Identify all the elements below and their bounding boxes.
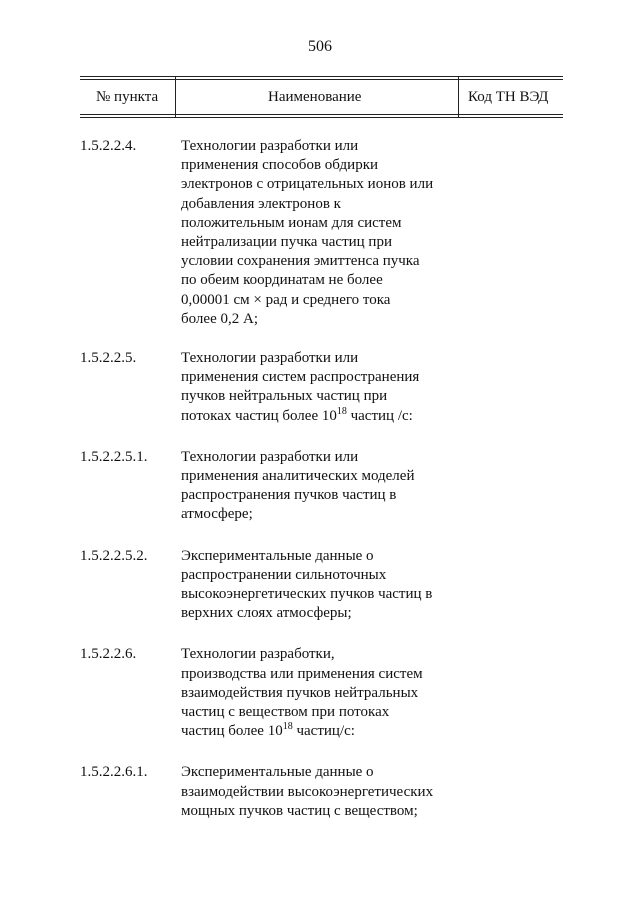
list-item <box>80 547 563 624</box>
header-item-number: № пункта <box>96 89 159 105</box>
header-divider-2 <box>458 76 459 118</box>
item-text-after: частиц /с: <box>346 407 413 424</box>
table-header <box>80 76 563 118</box>
list-item <box>80 137 563 329</box>
page-number: 506 <box>308 38 332 55</box>
header-rule-bottom <box>80 114 563 115</box>
item-number: 1.5.2.2.6. <box>80 646 137 663</box>
entries-list <box>80 137 563 843</box>
item-text <box>181 645 461 741</box>
list-item <box>80 645 563 741</box>
item-text-before: Технологии разработки или применения систем распространения пучков нейтральных частиц при потоках частиц более 10 <box>181 350 420 424</box>
header-rule-top <box>80 76 563 77</box>
list-item <box>80 349 563 426</box>
item-number: 1.5.2.2.4. <box>80 138 137 154</box>
item-text: Технологии разработки или применения способов обдирки электронов с отрицательных ионов или добавления электронов к положительным ионам для систем нейтрализации пучка частиц при условии сохранения эмиттенса пучка по обеим координатам не более 0,00001 см × рад и среднего тока более 0,2 А; <box>181 138 434 327</box>
item-text <box>181 349 461 426</box>
item-text: Экспериментальные данные о распространении сильноточных высокоэнергетических пучков частиц в верхних слоях атмосферы; <box>181 547 433 622</box>
item-text-after: частиц/с: <box>292 723 355 740</box>
item-number: 1.5.2.2.6.1. <box>80 764 148 781</box>
header-rule-top-double <box>80 79 563 80</box>
item-text: Экспериментальные данные о взаимодействии высокоэнергетических мощных пучков частиц с веществом; <box>181 764 434 819</box>
header-divider-1 <box>175 76 176 118</box>
item-text-exponent: 18 <box>282 721 293 733</box>
header-rule-bottom-double <box>80 117 563 118</box>
header-name: Наименование <box>268 89 362 105</box>
item-number: 1.5.2.2.5. <box>80 350 137 367</box>
item-text-exponent: 18 <box>336 405 347 417</box>
item-number: 1.5.2.2.5.1. <box>80 448 148 465</box>
header-tnved-code: Код ТН ВЭД <box>468 89 549 105</box>
item-text-before: Технологии разработки, производства или применения систем взаимодействия пучков нейтральных частиц с веществом при потоках частиц более 10 <box>181 646 423 740</box>
list-item <box>80 763 563 821</box>
item-number: 1.5.2.2.5.2. <box>80 547 148 564</box>
item-text: Технологии разработки или применения аналитических моделей распространения пучков частиц в атмосфере; <box>181 448 415 523</box>
list-item <box>80 448 563 525</box>
